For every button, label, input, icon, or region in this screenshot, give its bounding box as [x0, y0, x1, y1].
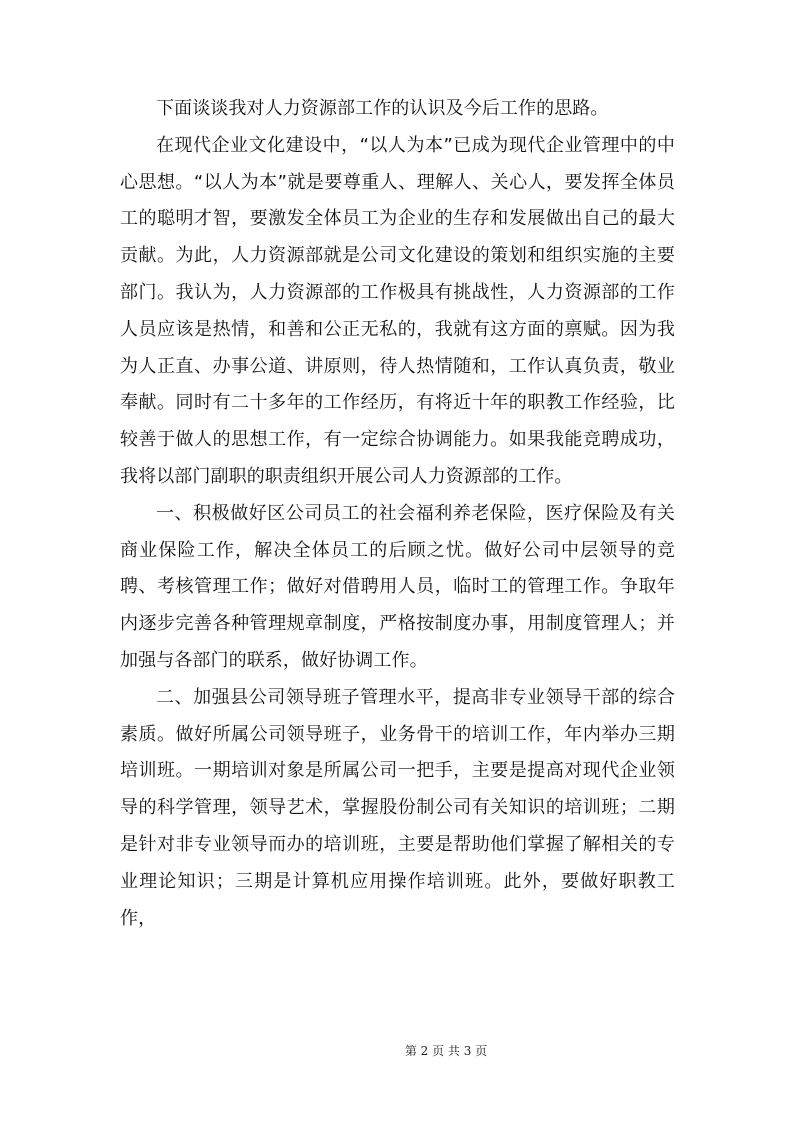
page-number-footer: 第 2 页 共 3 页	[404, 1044, 488, 1058]
paragraph-point-two: 二、加强县公司领导班子管理水平，提高非专业领导干部的综合素质。做好所属公司领导班子，业务骨干的培训工作，年内举办三期培训班。一期培训对象是所属公司一把手，主要是提高对现代企业领导的科学管理，领导艺术，掌握股份制公司有关知识的培训班；二期是针对非专业领导而办的培训班，主要是帮助他们掌握了解相关的专业理论知识；三期是计算机应用操作培训班。此外，要做好职教工作，	[120, 686, 675, 929]
paragraph-intro: 下面谈谈我对人力资源部工作的认识及今后工作的思路。	[156, 98, 609, 119]
paragraph-culture: 在现代企业文化建设中，“以人为本”已成为现代企业管理中的中心思想。“以人为本”就是要尊重人、理解人、关心人，要发挥全体员工的聪明才智，要激发全体员工为企业的生存和发展做出自己的最大贡献。为此，人力资源部就是公司文化建设的策划和组织实施的主要部门。我认为，人力资源部的工作极具有挑战性，人力资源部的工作人员应该是热情，和善和公正无私的，我就有这方面的禀赋。因为我为人正直、办事公道、讲原则，待人热情随和，工作认真负责，敬业奉献。同时有二十多年的工作经历，有将近十年的职教工作经验，比较善于做人的思想工作，有一定综合协调能力。如果我能竞聘成功，我将以部门副职的职责组织开展公司人力资源部的工作。	[120, 134, 675, 487]
body-text	[120, 91, 675, 937]
paragraph-point-one: 一、积极做好区公司员工的社会福利养老保险，医疗保险及有关商业保险工作，解决全体员工的后顾之忧。做好公司中层领导的竞聘、考核管理工作；做好对借聘用人员，临时工的管理工作。争取年内逐步完善各种管理规章制度，严格按制度办事，用制度管理人；并加强与各部门的联系，做好协调工作。	[120, 502, 675, 671]
